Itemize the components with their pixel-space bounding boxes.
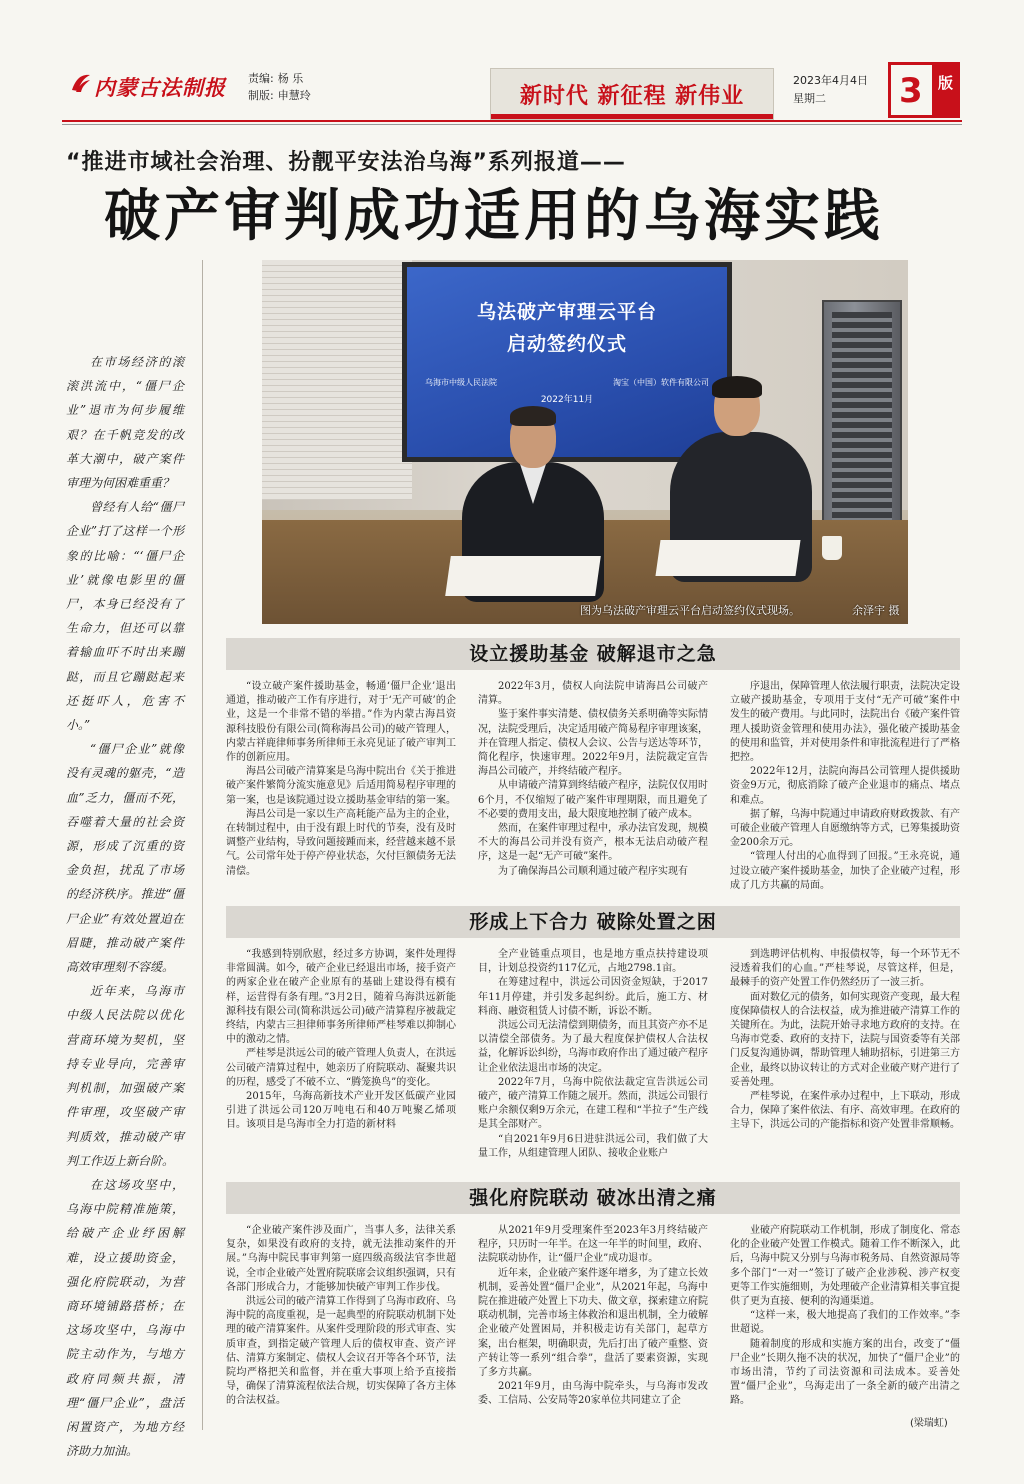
- section-body-3: [226, 1224, 960, 1430]
- sidebar-paragraph: 在这场攻坚中，乌海中院精准施策，给破产企业纾困解难，设立援助资金，强化府院联动，为营商环境铺路搭桥；在这场攻坚中，乌海中院主动作为，与地方政府同频共振，清理“僵尸企业”，盘活闲置资产，为地方经济助力加油。: [66, 1177, 184, 1459]
- photo-cup: [822, 536, 842, 560]
- series-kicker: “推进市域社会治理、扮靓平安法治乌海”系列报道——: [66, 150, 626, 175]
- section-3-col-1: [226, 1224, 456, 1430]
- body-paragraph: “设立破产案件援助基金，畅通‘僵尸企业’退出通道，推动破产工作有序进行，对于‘无产可破’的企业，这是一个非常不错的举措。”作为内蒙古海昌资源科技股份有限公司(简称海昌公司)的破产管理人，内蒙古祥鹿律师事务所律师王永亮见证了破产审判工作的创新应用。: [226, 681, 456, 764]
- body-paragraph: “自2021年9月6日进驻洪远公司，我们做了大量工作，从组建管理人团队、接收企业账户: [478, 1133, 708, 1159]
- photo-credit: 余泽宇 摄: [852, 604, 900, 617]
- section-title-1: 设立援助基金 破解退市之急: [469, 643, 717, 665]
- page-number-box: [888, 62, 932, 118]
- signing-ceremony-photo: [262, 260, 908, 624]
- section-1-col-2: [478, 680, 708, 895]
- page-number: 3: [899, 71, 923, 111]
- newspaper-logo-icon: [70, 72, 92, 94]
- author-signature: (梁瑞虹): [910, 1418, 948, 1429]
- section-body-2: [226, 948, 960, 1168]
- editor-name: 杨 乐: [277, 72, 304, 85]
- body-paragraph: 洪远公司无法清偿到期债务，而且其资产亦不足以清偿全部债务。为了最大程度保护债权人合法权益，化解诉讼纠纷，乌海市政府作出了通过破产程序让企业依法退出市场的决定。: [478, 1020, 708, 1074]
- body-paragraph: 鉴于案件事实清楚、债权债务关系明确等实际情况，法院受理后，决定适用破产简易程序审理该案，并在管理人指定、债权人会议、公告与送达等环节，简化程序，快速审理。2022年9月，法院裁定宣告海昌公司破产，并终结破产程序。: [478, 709, 708, 778]
- photo-caption: 图为乌法破产审理云平台启动签约仪式现场。: [580, 604, 800, 617]
- page-label: 版: [938, 74, 954, 92]
- section-1-col-1: [226, 680, 456, 895]
- body-paragraph: 近年来，企业破产案件逐年增多，为了建立长效机制，妥善处置“僵尸企业”，从2021年起，乌海中院在推进破产处置上下功夫、做文章，探索建立府院联动机制，完善市场主体救治和退出机制，全力破解企业破产处置困局，并积极走访有关部门，起草方案，出台框架，明确职责，先后打出了破产重整、资产转让等一系列“组合拳”，盘活了要素资源，实现了多方共赢。: [478, 1267, 708, 1379]
- slogan-underline: [491, 114, 773, 119]
- lead-sidebar: [66, 350, 184, 1459]
- body-paragraph: 面对数亿元的债务，如何实现资产变现，最大程度保障债权人的合法权益，成为推进破产清算工作的关键所在。为此，法院开始寻求地方政府的支持。在乌海市党委、政府的支持下，法院与国资委等有关部门反复沟通协调，帮助管理人辅助招标，引进第三方企业，最终以协议转让的方式对企业破产财产进行了妥善处理。: [730, 991, 960, 1088]
- section-body-1: [226, 680, 960, 895]
- producer-label: 制版:: [248, 89, 274, 102]
- weekday-text: 星期二: [793, 92, 826, 105]
- body-paragraph: 全产业链重点项目，也是地方重点扶持建设项目，计划总投资约117亿元，占地2798.1亩。: [478, 949, 708, 975]
- header-rule: [62, 120, 962, 122]
- body-paragraph: 洪远公司的破产清算工作得到了乌海市政府、乌海中院的高度重视，是一起典型的府院联动机制下处理的破产清算案件。从案件受理阶段的形式审查、实质审查，到指定破产管理人后的债权审查、资产评估、清算方案制定、债权人会议召开等各个环节，法院均严格把关和监督，并在重大事项上给予直接指导，确保了清算流程依法合规，切实保障了各方主体的合法权益。: [226, 1296, 456, 1407]
- body-paragraph: 严桂琴说，在案件承办过程中，上下联动，形成合力，保障了案件依法、有序、高效审理。在政府的主导下，洪远公司的产能指标和资产处置非常顺畅。: [730, 1091, 960, 1131]
- screen-org-2: 淘宝（中国）软件有限公司: [613, 378, 709, 387]
- body-paragraph: 2021年9月，由乌海中院牵头，与乌海市发改委、工信局、公安局等20家单位共同建立了企: [478, 1381, 708, 1407]
- producer-name: 申慧玲: [277, 89, 311, 102]
- section-title-2: 形成上下合力 破除处置之困: [469, 911, 717, 933]
- section-2-col-3: [730, 948, 960, 1168]
- body-paragraph: 据了解，乌海中院通过申请政府财政拨款、有产可破企业破产管理人自愿缴纳等方式，已筹集援助资金200余万元。: [730, 808, 960, 849]
- body-paragraph: 2022年3月，债权人向法院申请海昌公司破产清算。: [478, 681, 708, 707]
- editor-credits: [248, 70, 315, 104]
- section-heading-1: [226, 638, 960, 670]
- body-paragraph: 然而，在案件审理过程中，承办法官发现，规模不大的海昌公司并没有资产，根本无法启动破产程序，这是一起“无产可破”案件。: [478, 823, 708, 863]
- photo-document-left: [445, 556, 601, 596]
- body-paragraph: 业破产府院联动工作机制，形成了制度化、常态化的企业破产处置工作模式。随着工作不断深入，此后，乌海中院又分别与乌海市税务局、自然资源局等多个部门“一对一”签订了破产企业涉税、涉产权变更等工作实施细则，为处理破产企业清算相关事宜提供了更为直接、便利的沟通渠道。: [730, 1225, 960, 1308]
- body-paragraph: 在筹建过程中，洪远公司因资金短缺，于2017年11月停建，并引发多起纠纷。此后，施工方、材料商、融资租赁人讨债不断，诉讼不断。: [478, 977, 708, 1017]
- body-paragraph: 2015年，乌海高新技术产业开发区低碳产业园引进了洪远公司120万吨电石和40万吨聚乙烯项目。该项目是乌海市全力打造的新材料: [226, 1091, 456, 1131]
- body-paragraph: “我感到特别欣慰，经过多方协调，案件处理得非常圆满。如今，破产企业已经退出市场，接手资产的两家企业在破产企业原有的基础上建设得有模有样，运营得有条有理。”3月2日，随着乌海洪远新能源科技有限公司(简称洪远公司)破产清算程序被裁定终结，内蒙古三担律师事务所律师严桂琴难以抑制心中的激动之情。: [226, 949, 456, 1046]
- sidebar-paragraph: 曾经有人给“僵尸企业”打了这样一个形象的比喻：“‘僵尸企业’就像电影里的僵尸，本身已经没有了生命力，但还可以靠着输血吓不时出来蹦跶，而且它蹦跶起来还挺吓人，危害不小。”: [66, 500, 184, 733]
- body-paragraph: 随着制度的形成和实施方案的出台，改变了“僵尸企业”长期久拖不决的状况，加快了“僵尸企业”的市场出清，节约了司法资源和司法成本。妥善处置“僵尸企业”，乌海走出了一条全新的破产出清之路。: [730, 1338, 960, 1407]
- header-rule-thin: [62, 124, 962, 125]
- editor-label: 责编:: [248, 72, 274, 85]
- body-paragraph: 从2021年9月受理案件至2023年3月终结破产程序，只历时一年半。在这一年半的时间里，政府、法院联动协作，让“僵尸企业”成功退市。: [478, 1225, 708, 1265]
- body-paragraph: 到选聘评估机构、申报债权等，每一个环节无不浸透着我们的心血。”严桂琴说，尽管这样，但是，最棘手的资产处置工作仍然经历了一波三折。: [730, 949, 960, 989]
- body-paragraph: 为了确保海昌公司顺利通过破产程序实现有: [498, 865, 688, 877]
- body-paragraph: “这样一来，极大地提高了我们的工作效率。”李世超说。: [730, 1310, 960, 1336]
- sidebar-divider: [202, 260, 203, 1430]
- body-paragraph: 海昌公司破产清算案是乌海中院出台《关于推进破产案件繁简分流实施意见》后适用简易程序审理的第一案，也是该院通过设立援助基金审结的第一案。: [226, 766, 456, 806]
- screen-date: 2022年11月: [540, 395, 594, 405]
- section-2-col-1: [226, 948, 456, 1168]
- body-paragraph: 严桂琴是洪远公司的破产管理人负责人，在洪远公司破产清算过程中，她亲历了府院联动、凝聚共识的历程，感受了不破不立、“腾笼换鸟”的变化。: [226, 1048, 456, 1088]
- article-headline: 破产审判成功适用的乌海实践: [104, 183, 884, 249]
- issue-date: [793, 72, 868, 108]
- photo-window-blinds: [262, 260, 412, 500]
- body-paragraph: 海昌公司是一家以生产高耗能产品为主的企业，在转制过程中，由于没有跟上时代的节奏，没有及时调整产业结构，导致问题接踵而来，经营越来越不景气。公司常年处于停产停业状态，欠付巨额债务无法清偿。: [226, 808, 456, 877]
- section-2-col-2: [478, 948, 708, 1168]
- body-paragraph: “管理人付出的心血得到了回报。”王永亮说，通过设立破产案件援助基金，加快了企业破产过程，形成了几方共赢的局面。: [730, 851, 960, 891]
- sidebar-paragraph: “僵尸企业”就像没有灵魂的躯壳，“造血”乏力，僵而不死，吞噬着大量的社会资源，形成了沉重的资金负担，扰乱了市场的经济秩序。推进“僵尸企业”有效处置迫在眉睫，推动破产案件高效审理刻不容缓。: [66, 742, 184, 975]
- newspaper-name: 内蒙古法制报: [94, 75, 226, 100]
- photo-server-rack: [822, 300, 902, 540]
- sidebar-paragraph: 近年来，乌海市中级人民法院以优化营商环境为契机，坚持专业导向，完善审判机制，加强破产案件审理，攻坚破产审判质效，推动破产审判工作迈上新台阶。: [66, 984, 184, 1168]
- section-title-3: 强化府院联动 破冰出清之痛: [469, 1187, 717, 1209]
- photo-document-right: [655, 540, 800, 576]
- screen-title-1: 乌法破产审理云平台: [476, 301, 657, 323]
- body-paragraph: 2022年12月，法院向海昌公司管理人提供援助资金9万元，彻底消除了破产企业退市的痛点、堵点和难点。: [730, 766, 960, 806]
- body-paragraph: “企业破产案件涉及面广，当事人多，法律关系复杂，如果没有政府的支持，就无法推动案件的开展。”乌海中院民事审判第一庭四级高级法官李世超说，全市企业破产处置府院联席会议组织强调，只有各部门形成合力，才能够加快破产审判工作步伐。: [226, 1225, 456, 1293]
- slogan-text: 新时代 新征程 新伟业: [519, 84, 745, 109]
- date-text: 2023年4月4日: [793, 74, 868, 87]
- slogan-banner: [490, 68, 774, 120]
- page-label-tab: [932, 62, 960, 118]
- body-paragraph: 从申请破产清算到终结破产程序，法院仅仅用时6个月，不仅缩短了破产案件审理期限，而且避免了不必要的费用支出，最大限度地控制了破产成本。: [478, 780, 708, 820]
- section-3-col-2: [478, 1224, 708, 1430]
- section-heading-2: [226, 906, 960, 938]
- section-3-col-3: [730, 1224, 960, 1412]
- screen-org-1: 乌海市中级人民法院: [425, 378, 497, 387]
- screen-title-2: 启动签约仪式: [506, 333, 627, 355]
- section-heading-3: [226, 1182, 960, 1214]
- body-paragraph: 序退出，保障管理人依法履行职责，法院决定设立破产援助基金，专项用于支付“无产可破”案件中发生的破产费用。与此同时，法院出台《破产案件管理人援助资金管理和使用办法》，强化破产援助基金的使用和监管，并对使用条件和审批流程进行了严格把控。: [730, 681, 960, 764]
- section-1-col-3: [730, 680, 960, 895]
- masthead-logo: [70, 66, 230, 106]
- sidebar-paragraph: 在市场经济的滚滚洪流中，“僵尸企业”退市为何步履维艰？在千帆竞发的改革大潮中，破产案件审理为何困难重重？: [66, 355, 184, 491]
- body-paragraph: 2022年7月，乌海中院依法裁定宣告洪远公司破产，破产清算工作随之展开。然而，洪远公司银行账户余额仅剩9万余元，在建工程和“半拉子”生产线是其全部财产。: [478, 1076, 708, 1131]
